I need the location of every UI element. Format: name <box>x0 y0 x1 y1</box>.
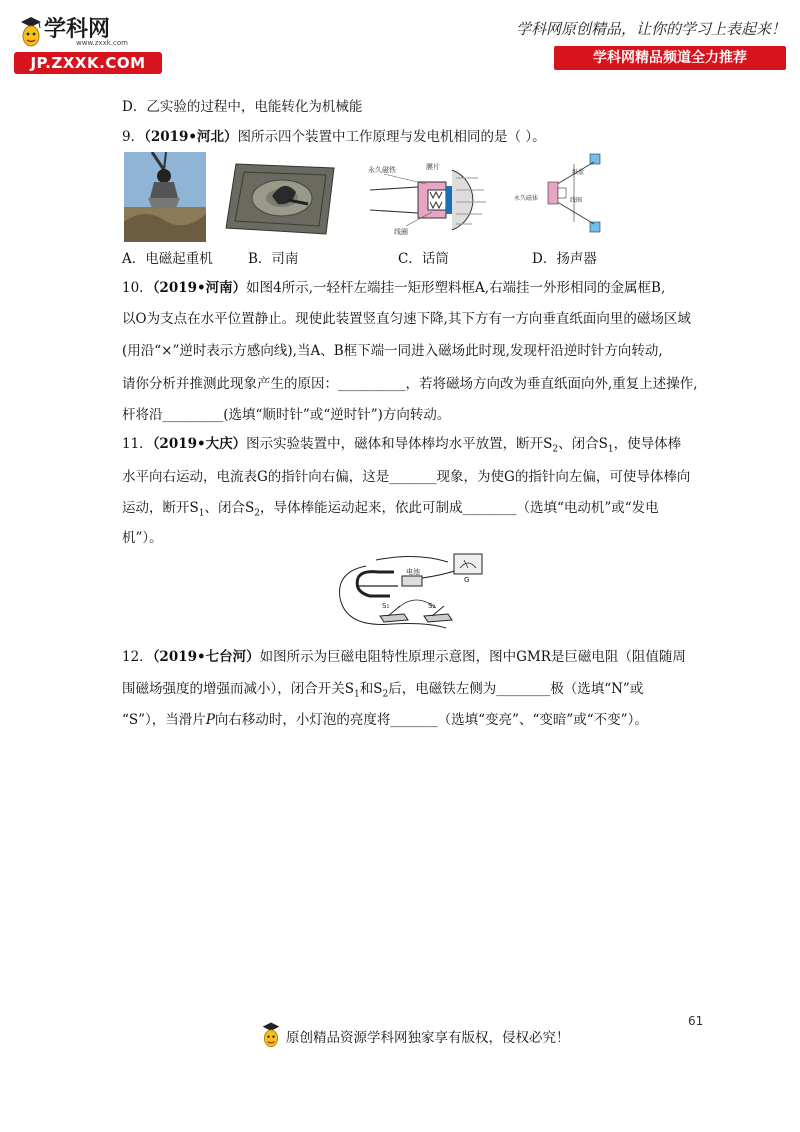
q11-text-1c: ，使导体棒 <box>613 436 682 452</box>
q11-line-2: 水平向右运动，电流表G的指针向右偏，这是_______现象，为使G的指针向左偏，可使导体棒向 <box>122 469 691 485</box>
q10-line-1 <box>122 278 665 298</box>
figure-label-s2: S₂ <box>428 602 436 610</box>
q11-text-3b: 、闭合S <box>204 500 255 516</box>
q11-sub-2: 1 <box>607 444 614 455</box>
q10-text-1: 如图4所示,一轻杆左端挂一矩形塑料框A,右端挂一外形相同的金属框B, <box>246 280 666 296</box>
mascot-icon <box>18 14 44 50</box>
q9-option-d: D．扬声器 <box>532 251 597 267</box>
footer <box>260 1020 590 1050</box>
q11-sub-4: 2 <box>254 508 260 519</box>
q11-line-1 <box>122 434 681 460</box>
q9-option-a: A．电磁起重机 <box>122 251 213 267</box>
crane-magnet-photo <box>124 152 206 242</box>
q11-sub-1: 2 <box>552 444 559 455</box>
figure-label-battery: 电池 <box>406 568 420 576</box>
q11-line-4: 机”）。 <box>122 530 163 546</box>
speaker-label-magnet: 永久磁体 <box>514 195 539 202</box>
q9-stem: 图所示四个装置中工作原理与发电机相同的是（ ）。 <box>237 129 546 145</box>
copyright-notice: 原创精品资源学科网独家享有版权，侵权必究！ <box>286 1030 570 1046</box>
q12-line-1 <box>122 647 686 667</box>
q12-slider-p: P <box>205 712 215 728</box>
q10-line-4: 请你分析并推测此现象产生的原因：__________，若将磁场方向改为垂直纸面向外,重复上述操作, <box>122 376 698 392</box>
page-number: 61 <box>688 1014 704 1028</box>
q11-text-3a: 运动，断开S <box>122 500 199 516</box>
microphone-label-magnet: 永久磁铁 <box>368 166 396 174</box>
header-slogan-block <box>506 18 786 76</box>
q8-option-d: D．乙实验的过程中，电能转化为机械能 <box>122 99 363 115</box>
logo-url[interactable]: JP.ZXXK.COM <box>14 52 162 74</box>
microphone-label-diaphragm: 膜片 <box>426 163 440 171</box>
q11-text-1a: 图示实验装置中，磁体和导体棒均水平放置，断开S <box>246 436 553 452</box>
q12-text-2b: 和S <box>359 681 383 697</box>
q9-option-c: C．话筒 <box>398 251 449 267</box>
logo-subtext: www.zxxk.com <box>76 39 128 47</box>
q12-text-1: 如图所示为巨磁电阻特性原理示意图，图中GMR是巨磁电阻（阻值随周 <box>259 649 686 665</box>
q12-line-2 <box>122 679 643 705</box>
circuit-apparatus-figure <box>336 552 488 634</box>
figure-label-g: G <box>464 576 470 584</box>
channel-banner: 学科网精品频道全力推荐 <box>554 46 786 70</box>
q12-line-3 <box>122 710 648 730</box>
q12-text-2c: 后，电磁铁左侧为________极（选填“N”或 <box>388 681 644 697</box>
q11-sub-3: 1 <box>198 508 205 519</box>
q10-number: 10． <box>122 280 153 296</box>
q12-text-3b: 向右移动时，小灯泡的亮度将_______（选填“变亮”、“变暗”或“不变”）。 <box>214 712 648 728</box>
q12-text-2a: 围磁场强度的增强而减小），闭合开关S <box>122 681 354 697</box>
q9-number: 9． <box>122 129 145 145</box>
q10-source: （2019•河南） <box>152 280 247 296</box>
q11-source: （2019•大庆） <box>152 436 247 452</box>
q9-option-b: B．司南 <box>248 251 299 267</box>
q9-stem-line <box>122 127 546 147</box>
q10-line-5: 杆将沿_________(选填“顺时针”或“逆时针”)方向转动。 <box>122 407 451 423</box>
q12-text-3a: “S”），当滑片 <box>122 712 206 728</box>
q12-source: （2019•七台河） <box>152 649 260 665</box>
q11-number: 11． <box>122 436 153 452</box>
q12-sub-2: 2 <box>382 689 389 700</box>
logo-text: 学科网 <box>44 17 111 42</box>
q11-text-1b: 、闭合S <box>558 436 608 452</box>
q10-line-3: (用沿“×”逆时表示方感向线),当A、B框下端一同进入磁场此时现,发现杆沿逆时针方向转动, <box>122 343 663 359</box>
q12-number: 12． <box>122 649 153 665</box>
speaker-label-cone: 纸盆 <box>572 169 585 176</box>
q12-sub-1: 1 <box>354 689 360 700</box>
speaker-diagram <box>514 152 608 234</box>
microphone-diagram <box>366 160 496 240</box>
microphone-label-coil: 线圈 <box>394 228 408 236</box>
mascot-icon <box>260 1020 282 1050</box>
slogan: 学科网原创精品，让你的学习上表起来！ <box>515 20 786 38</box>
figure-label-s1: S₁ <box>382 602 390 610</box>
q10-line-2: 以O为支点在水平位置静止。现使此装置竖直匀速下降,其下方有一方向垂直纸面向里的磁场区域 <box>122 311 691 327</box>
q11-text-3c: ，导体棒能运动起来，依此可制成________（选填“电动机”或“发电 <box>259 500 659 516</box>
q9-source: （2019•河北） <box>144 129 238 145</box>
speaker-label-coil: 线圈 <box>570 197 583 204</box>
logo <box>14 12 164 76</box>
q11-line-3 <box>122 498 659 524</box>
sinan-compass-photo <box>222 158 340 238</box>
